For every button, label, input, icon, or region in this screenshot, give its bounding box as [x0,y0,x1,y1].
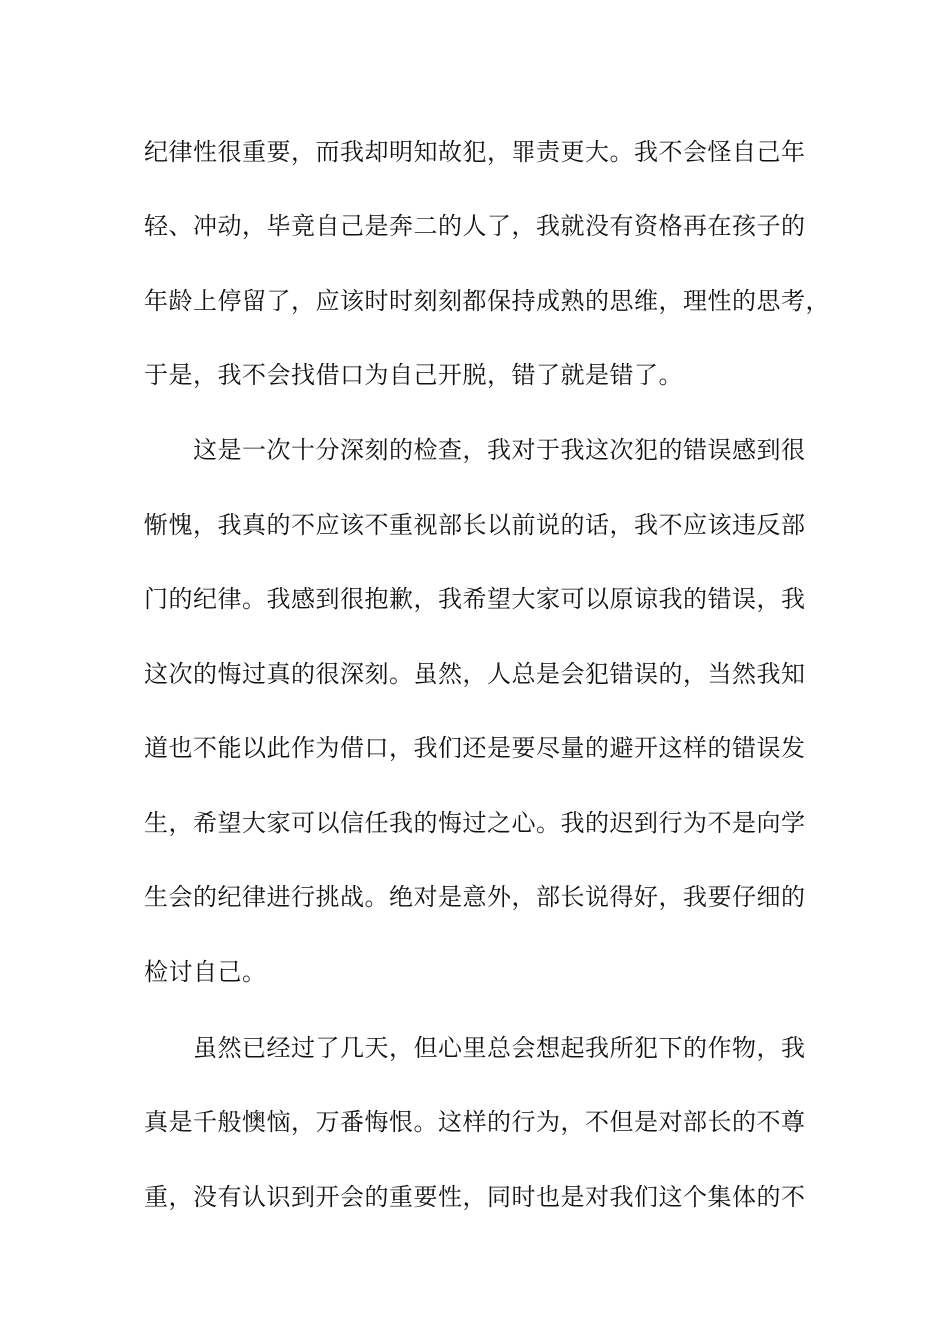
text-line: 真是千般懊恼，万番悔恨。这样的行为，不但是对部长的不尊 [144,1108,806,1136]
text-line: 道也不能以此作为借口，我们还是要尽量的避开这样的错误发 [144,734,806,762]
text-line: 这次的悔过真的很深刻。虽然，人总是会犯错误的，当然我知 [144,660,806,688]
text-line: 门的纪律。我感到很抱歉，我希望大家可以原谅我的错误，我 [144,585,806,613]
paragraph-first-line: 虽然已经过了几天，但心里总会想起我所犯下的作物，我 [193,1034,806,1062]
text-line: 生，希望大家可以信任我的悔过之心。我的迟到行为不是向学 [144,809,806,837]
text-line: 惭愧，我真的不应该不重视部长以前说的话，我不应该违反部 [144,511,806,539]
text-line: 重，没有认识到开会的重要性，同时也是对我们这个集体的不 [144,1183,806,1211]
text-line: 于是，我不会找借口为自己开脱，错了就是错了。 [144,361,683,389]
text-line: 轻、冲动，毕竟自己是奔二的人了，我就没有资格再在孩子的 [144,212,806,240]
text-line: 纪律性很重要，而我却明知故犯，罪责更大。我不会怪自己年 [144,138,806,166]
paragraph-first-line: 这是一次十分深刻的检查，我对于我这次犯的错误感到很 [193,436,806,464]
text-line: 检讨自己。 [144,958,267,986]
text-line: 生会的纪律进行挑战。绝对是意外，部长说得好，我要仔细的 [144,883,806,911]
text-line: 年龄上停留了，应该时时刻刻都保持成熟的思维，理性的思考， [144,287,830,315]
